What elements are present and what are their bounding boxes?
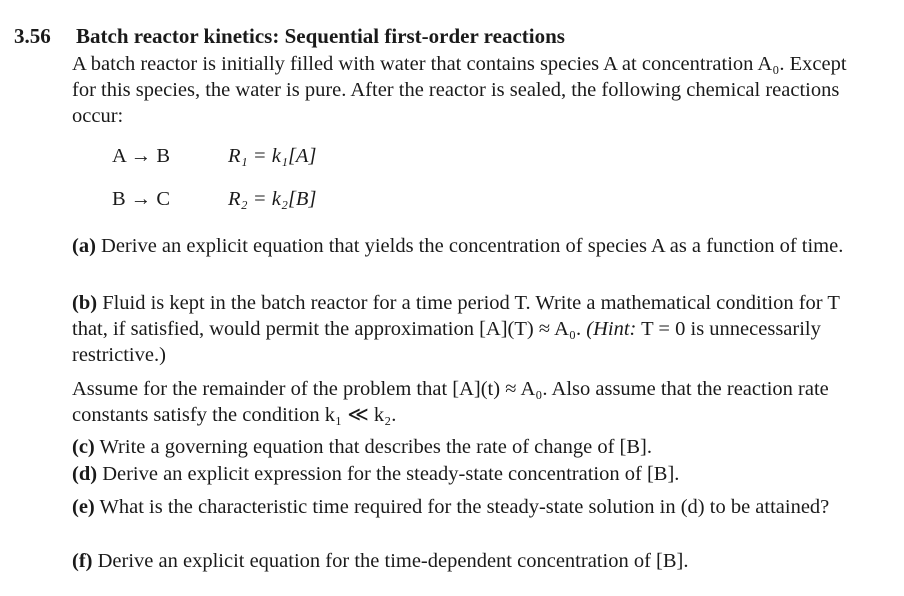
part-text: Derive an explicit equation that yields the concentration of species A as a function of time. xyxy=(101,235,844,257)
part-label: (f) xyxy=(72,550,93,572)
problem-title: Batch reactor kinetics: Sequential first-order reactions xyxy=(76,24,565,48)
hint-label: (Hint: xyxy=(586,318,637,340)
problem-heading xyxy=(14,24,565,49)
part-label: (e) xyxy=(72,496,95,518)
part-text: Derive an explicit equation for the time-dependent concentration of [B]. xyxy=(97,550,689,572)
part-f xyxy=(72,548,872,574)
hint-text: T = 0 is unnecessarily restrictive.) xyxy=(72,318,821,366)
problem-number: 3.56 xyxy=(14,24,51,48)
part-text: Write a governing equation that describes the rate of change of [B]. xyxy=(99,436,652,458)
part-b xyxy=(72,290,872,368)
part-c xyxy=(72,434,872,460)
reaction-row xyxy=(112,145,316,168)
reaction-equation: A → B xyxy=(112,145,171,167)
part-label: (c) xyxy=(72,436,95,458)
part-label: (a) xyxy=(72,235,96,257)
reaction-row xyxy=(112,188,316,211)
reaction-rate: R₂ = k₂[B] xyxy=(228,188,317,210)
part-text: Fluid is kept in the batch reactor for a time period T. Write a mathematical condition for T that, if satisfied, would permit the approximation [A](T) ≈ A₀. xyxy=(72,292,840,340)
part-text: Derive an explicit expression for the steady-state concentration of [B]. xyxy=(102,463,680,485)
reaction-equation: B → C xyxy=(112,188,171,210)
part-a xyxy=(72,233,872,259)
part-e xyxy=(72,494,872,520)
part-label: (b) xyxy=(72,292,98,314)
assumption-text: Assume for the remainder of the problem that [A](t) ≈ A₀. Also assume that the reaction rate constants satisfy the condition k₁ ≪ k₂. xyxy=(72,378,829,426)
part-text: What is the characteristic time required for the steady-state solution in (d) to be attained? xyxy=(99,496,830,518)
problem-intro: A batch reactor is initially filled with water that contains species A at concentration A₀. Except for this species, the water is pure. After the reactor is sealed, the following chemical reactions occur: xyxy=(72,53,847,127)
reaction-rate: R₁ = k₁[A] xyxy=(228,145,317,167)
part-label: (d) xyxy=(72,463,98,485)
part-d xyxy=(72,461,872,487)
